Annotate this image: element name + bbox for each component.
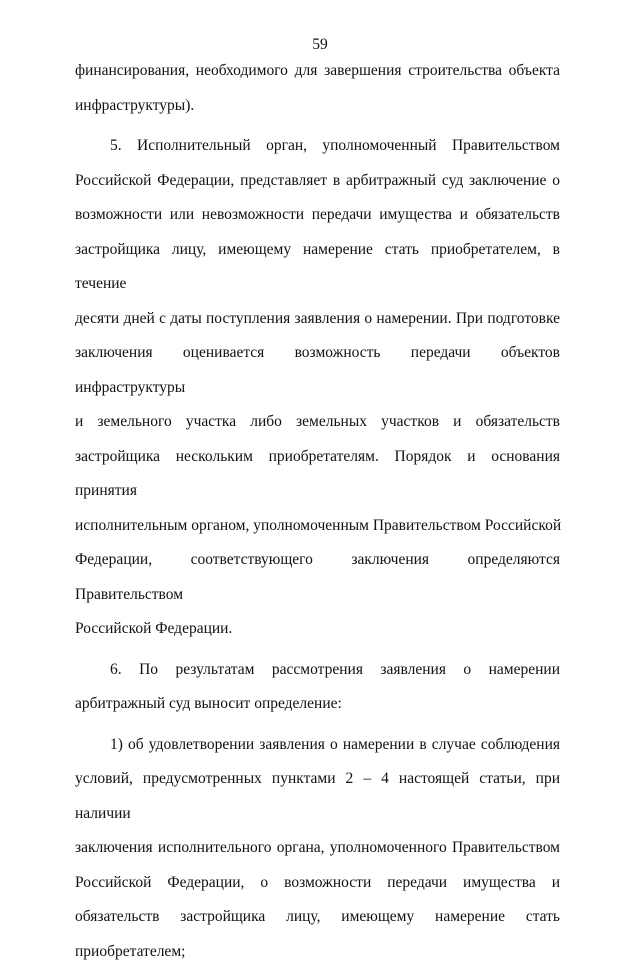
text-line: заключения оценивается возможность передачи объектов инфраструктуры [75,336,560,405]
text-line: Российской Федерации, о возможности передачи имущества и [75,866,560,901]
text-line: Российской Федерации, представляет в арбитражный суд заключение о [75,164,560,199]
text-line: и земельного участка либо земельных участков и обязательств [75,405,560,440]
paragraph-continuation [75,54,560,123]
document-body [75,54,560,969]
text-line: застройщика лицу, имеющему намерение стать приобретателем, в течение [75,233,560,302]
text-line: застройщика нескольким приобретателям. Порядок и основания принятия [75,440,560,509]
text-line: возможности или невозможности передачи имущества и обязательств [75,198,560,233]
text-line: заключения исполнительного органа, уполномоченного Правительством [75,831,560,866]
text-line: Федерации, соответствующего заключения определяются Правительством [75,543,560,612]
text-line: 6. По результатам рассмотрения заявления о намерении [75,653,560,688]
text-line: исполнительным органом, уполномоченным Правительством Российской [75,509,560,544]
text-line: 5. Исполнительный орган, уполномоченный Правительством [75,129,560,164]
text-line: Российской Федерации. [75,612,560,647]
text-line: инфраструктуры). [75,89,560,124]
text-line: условий, предусмотренных пунктами 2 – 4 настоящей статьи, при наличии [75,762,560,831]
text-line: приобретателем; [75,935,560,969]
paragraph-item-6 [75,653,560,722]
paragraph-item-5 [75,129,560,647]
text-line: финансирования, необходимого для завершения строительства объекта [75,54,560,89]
text-line: арбитражный суд выносит определение: [75,687,560,722]
paragraph-subitem-1 [75,728,560,969]
text-line: 1) об удовлетворении заявления о намерении в случае соблюдения [75,728,560,763]
page-number: 59 [0,36,640,54]
text-line: десяти дней с даты поступления заявления о намерении. При подготовке [75,302,560,337]
text-line: обязательств застройщика лицу, имеющему намерение стать [75,900,560,935]
